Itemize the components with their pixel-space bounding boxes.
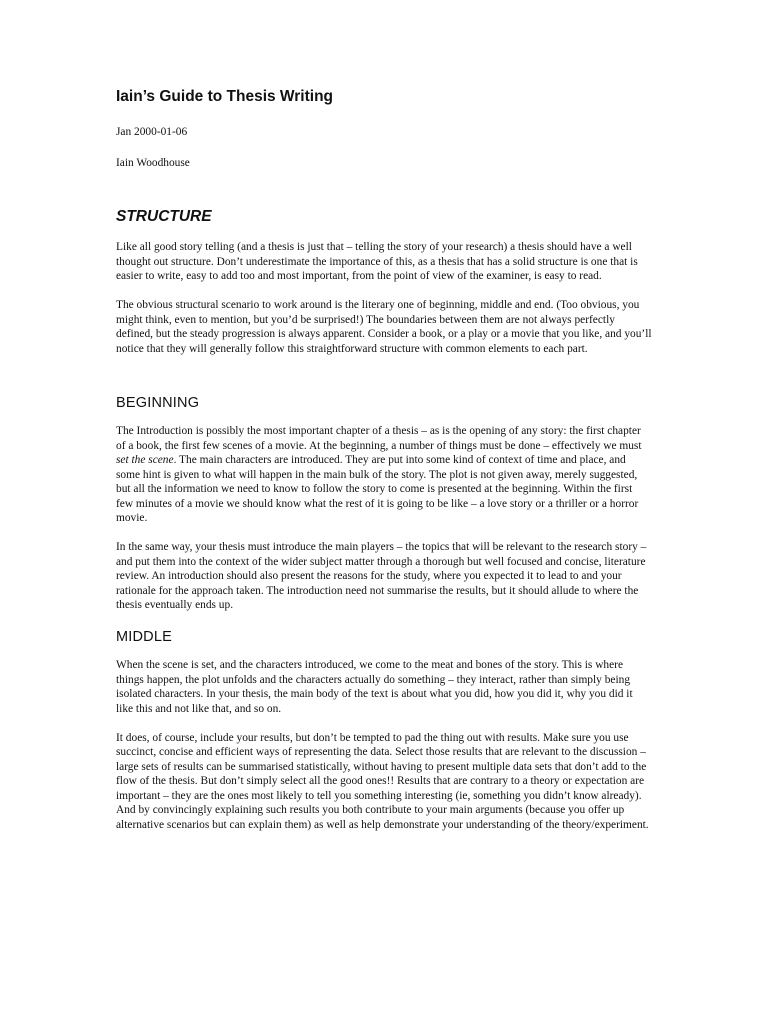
document-page — [116, 86, 652, 847]
section-heading-middle: MIDDLE — [116, 629, 172, 645]
emphasis-set-the-scene: set the scene — [116, 454, 174, 466]
beginning-paragraph-1-part-b: . The main characters are introduced. They are put into some kind of context of time and place, and some hint is given to what will happen in the main bulk of the story. The plot is not given away, merely suggested, but all the information we need to know to follow the story to come is presented at the beginning. Within the first few minutes of a movie we should know what the rest of it is going to be like – a love story or a thriller or a horror movie. — [116, 454, 639, 524]
middle-paragraph-1: When the scene is set, and the characters introduced, we come to the meat and bones of the story. This is where things happen, the plot unfolds and the characters actually do something – they interact, rather than simply being isolated characters. In your thesis, the main body of the text is about what you did, how you did it, why you did it like this and not like that, and so on. — [116, 659, 633, 715]
beginning-paragraph-1-part-a: The Introduction is possibly the most important chapter of a thesis – as is the opening of any story: the first chapter of a book, the first few scenes of a movie. At the beginning, a number of things must be done – effectively we must — [116, 425, 642, 452]
section-heading-beginning: BEGINNING — [116, 395, 200, 411]
middle-paragraph-2: It does, of course, include your results, but don’t be tempted to pad the thing out with results. Make sure you use succinct, concise and efficient ways of representing the data. Select those results that are relevant to the discussion – large sets of results can be summarised statistically, without having to present multiple data sets that don’t add to the flow of the thesis. But don’t simply select all the good ones!! Results that are contrary to a theory or expectation are important – they are the ones most likely to tell you something interesting (ie, something you didn’t know already). And by convincingly explaining such results you both contribute to your main arguments (because you offer up alternative scenarios but can explain them) as well as help demonstrate your understanding of the theory/experiment. — [116, 731, 649, 831]
document-date: Jan 2000-01-06 — [116, 126, 188, 138]
beginning-paragraph-2: In the same way, your thesis must introduce the main players – the topics that will be relevant to the research story – and put them into the context of the wider subject matter through a thorough but well focused and concise, literature review. An introduction should also present the reasons for the study, where you expected it to lead to and your rationale for the approach taken. The introduction need not summarise the results, but it should allude to where the thesis eventually ends up. — [116, 541, 647, 611]
document-title: Iain’s Guide to Thesis Writing — [116, 88, 334, 105]
structure-paragraph-1: Like all good story telling (and a thesis is just that – telling the story of your research) a thesis should have a well thought out structure. Don’t underestimate the importance of this, as a thesis that has a solid structure is one that is easier to write, easy to add too and most important, from the point of view of the examiner, is easy to read. — [116, 241, 638, 282]
beginning-paragraph-1 — [116, 424, 652, 526]
document-author: Iain Woodhouse — [116, 156, 190, 169]
section-heading-structure: STRUCTURE — [116, 208, 212, 225]
structure-paragraph-2: The obvious structural scenario to work around is the literary one of beginning, middle and end. (Too obvious, you might think, even to mention, but you’d be surprised!) The boundaries between them are not always perfectly defined, but the steady progression is always apparent. Consider a book, or a play or a movie that you like, and you’ll notice that they will generally follow this straightforward structure with common elements to each part. — [116, 299, 652, 355]
